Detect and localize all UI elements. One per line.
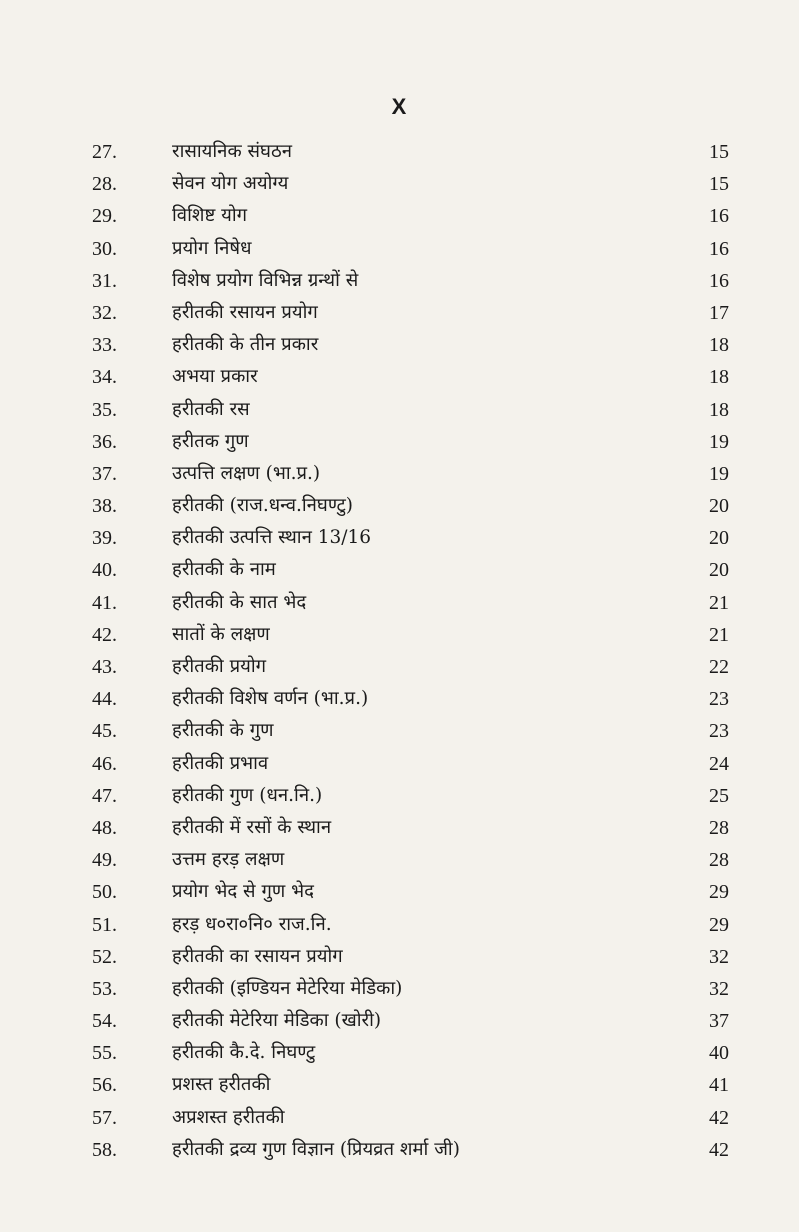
toc-row xyxy=(0,458,799,490)
toc-row xyxy=(0,361,799,393)
toc-row xyxy=(0,1005,799,1037)
toc-entry-number: 54. xyxy=(92,1010,117,1033)
toc-row xyxy=(0,297,799,329)
toc-entry-title: हरीतकी रसायन प्रयोग xyxy=(172,301,318,323)
toc-row xyxy=(0,812,799,844)
toc-entry-title: हरीतकी रस xyxy=(172,398,250,420)
toc-row xyxy=(0,200,799,232)
toc-row xyxy=(0,876,799,908)
toc-entry-number: 28. xyxy=(92,173,117,196)
toc-entry-page: 16 xyxy=(709,237,729,260)
toc-entry-page: 24 xyxy=(709,752,729,775)
toc-entry-number: 42. xyxy=(92,623,117,646)
toc-entry-title: प्रशस्त हरीतकी xyxy=(172,1074,271,1096)
toc-entry-page: 29 xyxy=(709,881,729,904)
toc-entry-number: 38. xyxy=(92,495,117,518)
toc-entry-number: 41. xyxy=(92,591,117,614)
toc-entry-title: हरीतकी के नाम xyxy=(172,559,276,581)
toc-entry-number: 40. xyxy=(92,559,117,582)
toc-entry-page: 19 xyxy=(709,462,729,485)
toc-entry-page: 32 xyxy=(709,977,729,1000)
page-number: X xyxy=(391,94,408,119)
toc-row xyxy=(0,683,799,715)
toc-entry-page: 32 xyxy=(709,945,729,968)
toc-entry-number: 58. xyxy=(92,1138,117,1161)
toc-row xyxy=(0,619,799,651)
toc-entry-number: 29. xyxy=(92,205,117,228)
toc-entry-title: हरीतकी गुण (धन.नि.) xyxy=(172,784,323,806)
toc-entry-page: 25 xyxy=(709,784,729,807)
toc-entry-page: 19 xyxy=(709,430,729,453)
toc-entry-title: हरीतकी का रसायन प्रयोग xyxy=(172,945,343,967)
toc-entry-page: 18 xyxy=(709,398,729,421)
toc-entry-number: 43. xyxy=(92,656,117,678)
toc-entry-title: हरीतकी में रसों के स्थान xyxy=(172,816,332,838)
toc-row xyxy=(0,1037,799,1069)
toc-entry-page: 16 xyxy=(709,205,729,228)
toc-row xyxy=(0,780,799,812)
toc-entry-title: विशेष प्रयोग विभिन्न ग्रन्थों से xyxy=(172,269,359,291)
toc-entry-title: हरड़ ध०रा०नि० राज.नि. xyxy=(172,913,332,935)
toc-entry-number: 35. xyxy=(92,398,117,421)
toc-row xyxy=(0,715,799,747)
toc-entry-title: हरीतकी द्रव्य गुण विज्ञान (प्रियव्रत शर्मा जी) xyxy=(172,1138,460,1160)
toc-entry-title: उत्पत्ति लक्षण (भा.प्र.) xyxy=(172,462,321,484)
toc-entry-title: रासायनिक संघठन xyxy=(172,141,292,162)
toc-entry-title: हरीतक गुण xyxy=(172,430,249,452)
toc-entry-number: 33. xyxy=(92,334,117,357)
toc-entry-number: 52. xyxy=(92,945,117,968)
toc-entry-title: हरीतकी विशेष वर्णन (भा.प्र.) xyxy=(172,688,369,710)
toc-entry-page: 41 xyxy=(709,1074,729,1097)
toc-entry-number: 57. xyxy=(92,1106,117,1129)
toc-entry-title: हरीतकी (इण्डियन मेटेरिया मेडिका) xyxy=(172,977,403,999)
toc-entry-number: 47. xyxy=(92,784,117,807)
toc-entry-title: प्रयोग भेद से गुण भेद xyxy=(172,881,314,903)
toc-row xyxy=(0,651,799,683)
toc-row xyxy=(0,265,799,297)
toc-row xyxy=(0,1069,799,1101)
toc-row xyxy=(0,844,799,876)
toc-entry-page: 18 xyxy=(709,334,729,357)
toc-entry-number: 49. xyxy=(92,849,117,872)
toc-entry-page: 17 xyxy=(709,301,729,324)
toc-row xyxy=(0,394,799,426)
toc-entry-number: 36. xyxy=(92,430,117,453)
toc-row xyxy=(0,136,799,168)
toc-row xyxy=(0,909,799,941)
toc-entry-number: 50. xyxy=(92,881,117,904)
toc-entry-page: 23 xyxy=(709,720,729,743)
toc-row xyxy=(0,554,799,586)
toc-entry-number: 55. xyxy=(92,1042,117,1065)
toc-row xyxy=(0,329,799,361)
toc-entry-title: विशिष्ट योग xyxy=(172,205,248,227)
toc-entry-page: 16 xyxy=(709,269,729,292)
toc-entry-number: 27. xyxy=(92,141,117,163)
toc-row xyxy=(0,748,799,780)
toc-row xyxy=(0,1134,799,1166)
toc-row xyxy=(0,168,799,200)
toc-row xyxy=(0,490,799,522)
toc-entry-number: 31. xyxy=(92,269,117,292)
toc-entry-number: 30. xyxy=(92,237,117,260)
toc-entry-title: हरीतकी के गुण xyxy=(172,720,274,742)
toc-row xyxy=(0,973,799,1005)
toc-entry-number: 45. xyxy=(92,720,117,743)
toc-entry-page: 21 xyxy=(709,623,729,646)
toc-entry-title: प्रयोग निषेध xyxy=(172,237,252,259)
toc-entry-title: सेवन योग अयोग्य xyxy=(172,173,289,195)
toc-row xyxy=(0,941,799,973)
toc-entry-title: अप्रशस्त हरीतकी xyxy=(172,1106,285,1128)
toc-entry-number: 48. xyxy=(92,816,117,839)
toc-entry-number: 37. xyxy=(92,462,117,485)
toc-entry-page: 42 xyxy=(709,1138,729,1161)
toc-entry-number: 46. xyxy=(92,752,117,775)
toc-entry-title: उत्तम हरड़ लक्षण xyxy=(172,849,285,871)
toc-entry-number: 56. xyxy=(92,1074,117,1097)
toc-entry-title: हरीतकी मेटेरिया मेडिका (खोरी) xyxy=(172,1010,382,1032)
toc-entry-title: हरीतकी प्रभाव xyxy=(172,752,269,774)
toc-entry-title: हरीतकी के तीन प्रकार xyxy=(172,334,319,356)
toc-entry-page: 15 xyxy=(709,141,729,163)
toc-entry-page: 28 xyxy=(709,816,729,839)
toc-row xyxy=(0,587,799,619)
toc-entry-title: अभया प्रकार xyxy=(172,366,258,388)
toc-entry-title: हरीतकी प्रयोग xyxy=(172,656,267,677)
toc-entry-title: सातों के लक्षण xyxy=(172,623,270,645)
toc-entry-page: 23 xyxy=(709,688,729,711)
toc-entry-page: 20 xyxy=(709,495,729,518)
toc-entry-title: हरीतकी कै.दे. निघण्टु xyxy=(172,1042,316,1064)
toc-entry-page: 20 xyxy=(709,559,729,582)
toc-entry-page: 29 xyxy=(709,913,729,936)
toc-row xyxy=(0,233,799,265)
toc-entry-title: हरीतकी (राज.धन्व.निघण्टु) xyxy=(172,495,353,517)
toc-entry-page: 21 xyxy=(709,591,729,614)
toc-entry-number: 39. xyxy=(92,527,117,550)
toc-entry-number: 34. xyxy=(92,366,117,389)
toc-entry-number: 53. xyxy=(92,977,117,1000)
toc-entry-number: 32. xyxy=(92,301,117,324)
toc-entry-title: हरीतकी उत्पत्ति स्थान 13/16 xyxy=(172,527,372,549)
toc-entry-page: 40 xyxy=(709,1042,729,1065)
table-of-contents xyxy=(0,136,799,1166)
toc-row xyxy=(0,1102,799,1134)
toc-entry-page: 28 xyxy=(709,849,729,872)
toc-entry-page: 22 xyxy=(709,656,729,678)
toc-entry-page: 42 xyxy=(709,1106,729,1129)
toc-entry-page: 15 xyxy=(709,173,729,196)
toc-entry-number: 44. xyxy=(92,688,117,711)
toc-entry-page: 18 xyxy=(709,366,729,389)
toc-entry-page: 37 xyxy=(709,1010,729,1033)
toc-entry-title: हरीतकी के सात भेद xyxy=(172,591,307,613)
toc-entry-page: 20 xyxy=(709,527,729,550)
toc-row xyxy=(0,522,799,554)
toc-row xyxy=(0,426,799,458)
toc-entry-number: 51. xyxy=(92,913,117,936)
